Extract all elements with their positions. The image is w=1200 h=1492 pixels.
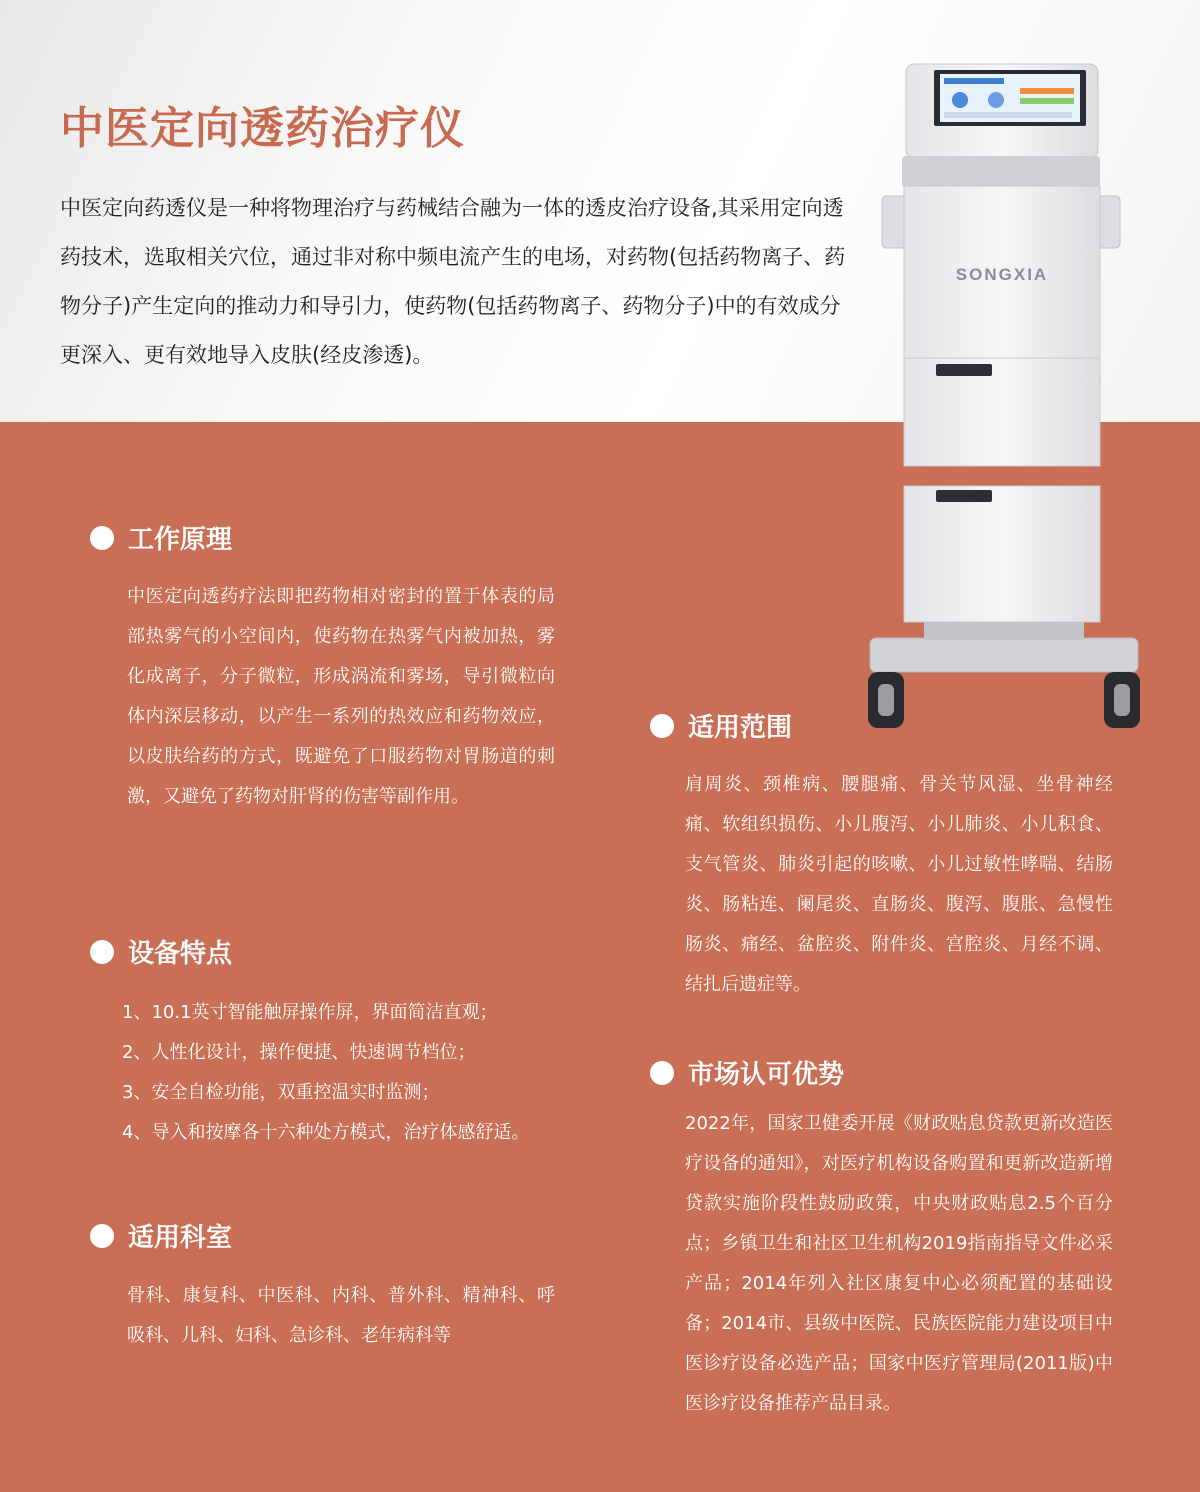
list-item: 1、10.1英寸智能触屏操作屏，界面简洁直观； [122,1002,498,1023]
section-title-scope [650,707,792,744]
bullet-dot-icon [650,714,674,738]
features-title: 设备特点 [128,939,233,969]
bullet-dot-icon [650,1061,674,1085]
principle-title: 工作原理 [128,525,233,555]
departments-text: 骨科、康复科、中医科、内科、普外科、精神科、呼吸科、儿科、妇科、急诊科、老年病科等 [127,1285,555,1346]
scope-text: 肩周炎、颈椎病、腰腿痛、骨关节风湿、坐骨神经痛、软组织损伤、小儿腹泻、小儿肺炎、小儿积食、支气管炎、肺炎引起的咳嗽、小儿过敏性哮喘、结肠炎、肠粘连、阑尾炎、直肠炎、腹泻、腹胀、急慢性肠炎、痛经、盆腔炎、附件炎、宫腔炎、月经不调、结扎后遗症等。 [685,774,1113,995]
scope-title: 适用范围 [688,713,793,743]
intro-paragraph: 中医定向药透仪是一种将物理治疗与药械结合融为一体的透皮治疗设备,其采用定向透药技术，选取相关穴位，通过非对称中频电流产生的电场，对药物(包括药物离子、药物分子)产生定向的推动力和导引力，使药物(包括药物离子、药物分子)中的有效成分更深入、更有效地导入皮肤(经皮渗透)。 [60,196,846,367]
bullet-dot-icon [90,526,114,550]
features-list [122,993,556,1153]
device-image [860,60,1150,740]
market-title: 市场认可优势 [688,1060,845,1090]
list-item: 4、导入和按摩各十六种处方模式，治疗体感舒适。 [122,1122,530,1143]
departments-title: 适用科室 [128,1223,233,1253]
bullet-dot-icon [90,940,114,964]
bullet-dot-icon [90,1224,114,1248]
page-title: 中医定向透药治疗仪 [60,103,465,154]
section-title-market [650,1054,844,1091]
list-item: 2、人性化设计，操作便捷、快速调节档位； [122,1042,476,1063]
section-title-features [90,933,232,970]
brand-label: SONGXIA [955,265,1049,284]
principle-text: 中医定向透药疗法即把药物相对密封的置于体表的局部热雾气的小空间内，使药物在热雾气内被加热，雾化成离子，分子微粒，形成涡流和雾场，导引微粒向体内深层移动，以产生一系列的热效应和药物效应，以皮肤给药的方式，既避免了口服药物对胃肠道的刺激，又避免了药物对肝肾的伤害等副作用。 [127,586,555,807]
list-item: 3、安全自检功能，双重控温实时监测； [122,1082,440,1103]
section-title-departments [90,1217,232,1254]
market-text: 2022年，国家卫健委开展《财政贴息贷款更新改造医疗设备的通知》，对医疗机构设备购置和更新改造新增贷款实施阶段性鼓励政策，中央财政贴息2.5个百分点；乡镇卫生和社区卫生机构2019指南指导文件必采产品；2014年列入社区康复中心必须配置的基础设备；2014市、县级中医院、民族医院能力建设项目中医诊疗设备必选产品；国家中医疗管理局(2011版)中医诊疗设备推荐产品目录。 [685,1113,1113,1414]
section-title-principle [90,519,232,556]
